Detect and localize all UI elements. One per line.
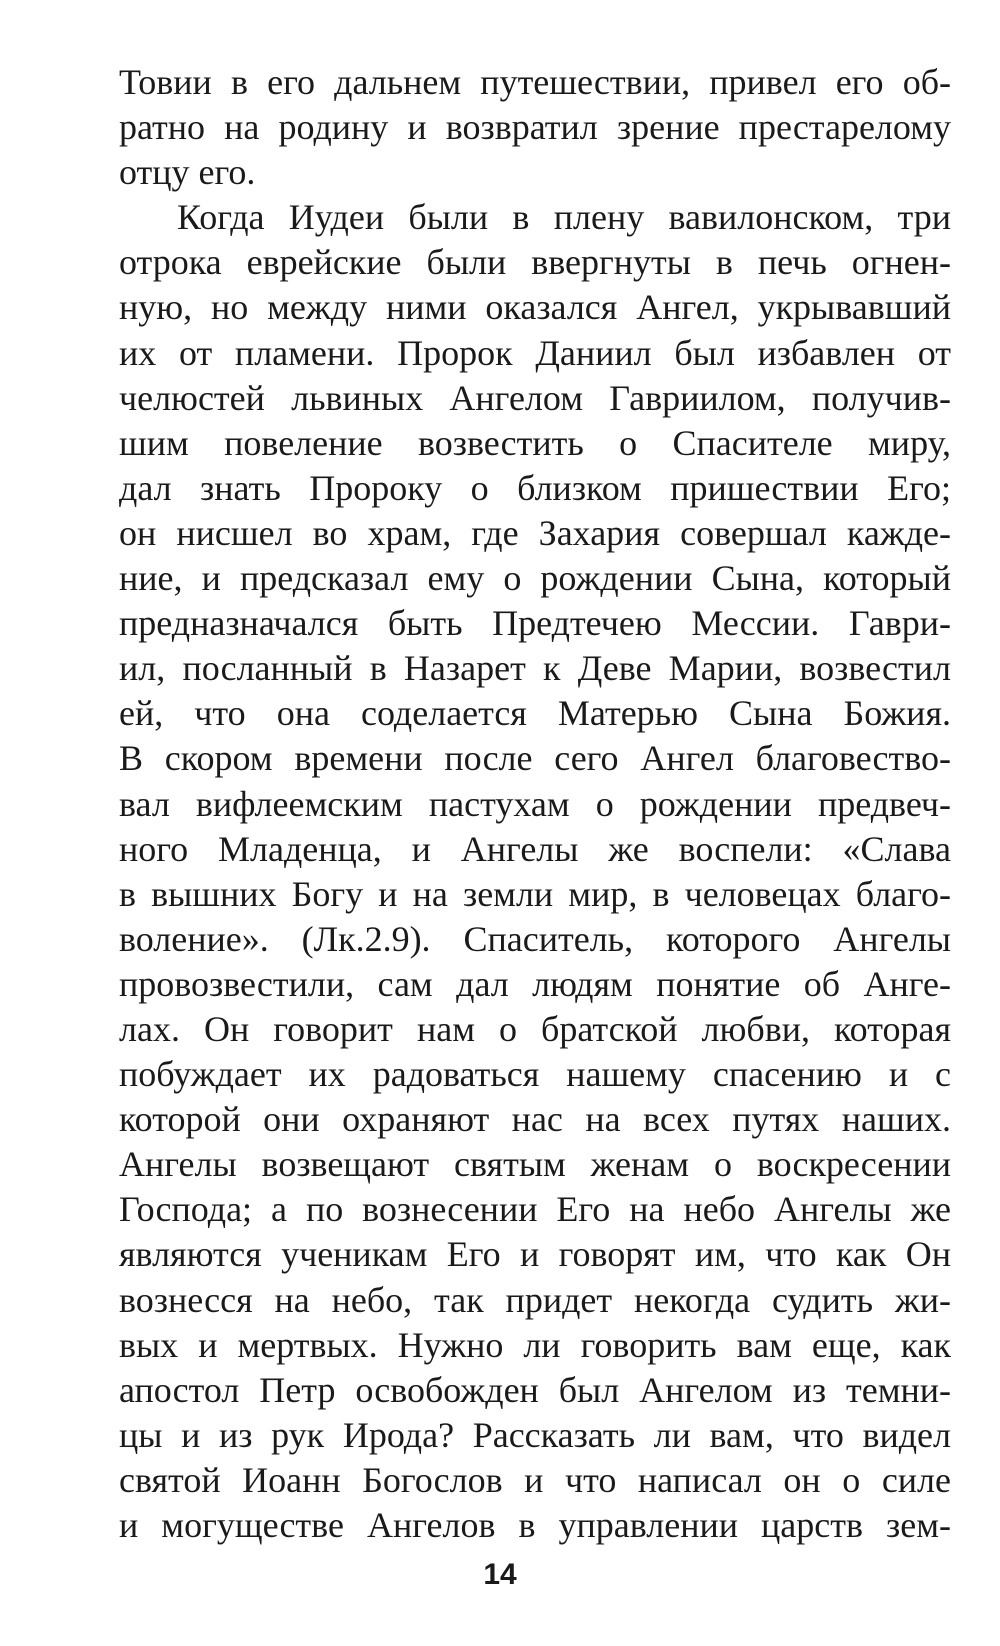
text-line: которой они охраняют нас на всех путях наших. bbox=[119, 1099, 951, 1140]
text-line: являются ученикам Его и говорят им, что как Он bbox=[119, 1234, 951, 1275]
text-line: отрока еврейские были ввергнуты в печь огнен- bbox=[119, 242, 951, 283]
text-line: ную, но между ними оказался Ангел, укрывавший bbox=[119, 287, 951, 328]
text-line: ил, посланный в Назарет к Деве Марии, возвестил bbox=[119, 648, 951, 689]
text-line: ние, и предсказал ему о рождении Сына, который bbox=[119, 558, 951, 599]
text-line: побуждает их радоваться нашему спасению и с bbox=[119, 1054, 951, 1095]
text-line: Ангелы возвещают святым женам о воскресении bbox=[119, 1144, 951, 1185]
text-line: ратно на родину и возвратил зрение престарелому bbox=[119, 107, 951, 148]
text-line: воление». (Лк.2.9). Спаситель, которого Ангелы bbox=[119, 918, 951, 959]
text-line: и могуществе Ангелов в управлении царств зем- bbox=[119, 1505, 951, 1545]
text-line: Господа; а по вознесении Его на небо Ангелы же bbox=[119, 1189, 951, 1230]
text-line: шим повеление возвестить о Спасителе миру, bbox=[119, 422, 951, 463]
text-line: Товии в его дальнем путешествии, привел его об- bbox=[119, 62, 951, 102]
text-line: лах. Он говорит нам о братской любви, которая bbox=[119, 1008, 951, 1049]
text-line: дал знать Пророку о близком пришествии Его; bbox=[119, 467, 951, 508]
text-line: ного Младенца, и Ангелы же воспели: «Слава bbox=[119, 828, 951, 869]
text-line: цы и из рук Ирода? Рассказать ли вам, что видел bbox=[119, 1414, 951, 1455]
text-line: В скором времени после сего Ангел благовество- bbox=[119, 738, 951, 779]
text-line: ей, что она соделается Матерью Сына Божия. bbox=[119, 693, 951, 734]
page-number: 14 bbox=[483, 1558, 517, 1591]
paragraph-first-line: Когда Иудеи были в плену вавилонском, три bbox=[177, 197, 951, 238]
text-line: он нисшел во храм, где Захария совершал кажде- bbox=[119, 512, 951, 553]
text-line: провозвестили, сам дал людям понятие об Анге- bbox=[119, 963, 951, 1004]
text-line: в вышних Богу и на земли мир, в человецах благо- bbox=[119, 873, 951, 914]
text-line: предназначался быть Предтечею Мессии. Гаври- bbox=[119, 603, 951, 644]
text-line: их от пламени. Пророк Даниил был избавлен от bbox=[119, 332, 951, 373]
body-text bbox=[119, 60, 951, 1548]
text-line: челюстей львиных Ангелом Гавриилом, получив- bbox=[119, 377, 951, 418]
text-line: святой Иоанн Богослов и что написал он о силе bbox=[119, 1459, 951, 1500]
text-line: апостол Петр освобожден был Ангелом из темни- bbox=[119, 1369, 951, 1410]
text-line: вал вифлеемским пастухам о рождении предвеч- bbox=[119, 783, 951, 824]
text-line: вознесся на небо, так придет некогда судить жи- bbox=[119, 1279, 951, 1320]
text-line: вых и мертвых. Нужно ли говорить вам еще, как bbox=[119, 1324, 951, 1365]
text-line: отцу его. bbox=[119, 152, 256, 193]
